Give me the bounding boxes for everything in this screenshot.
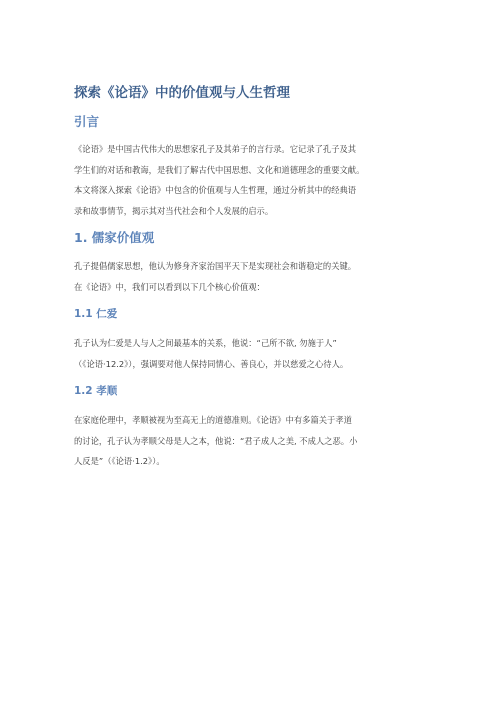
benevolence-paragraph xyxy=(74,333,434,374)
paragraph-line: 孔子认为仁爱是人与人之间最基本的关系，他说：“己所不欲, 勿施于人” xyxy=(74,338,337,348)
subsection-heading-benevolence: 1.1 仁爱 xyxy=(74,308,118,320)
paragraph-line: 孔子提倡儒家思想，他认为修身齐家治国平天下是实现社会和谐稳定的关键。 xyxy=(74,261,357,271)
confucian-paragraph xyxy=(74,256,434,297)
paragraph-line: 本文将深入探索《论语》中包含的价值观与人生哲理，通过分析其中的经典语 xyxy=(74,185,357,195)
document-content xyxy=(74,82,434,472)
paragraph-line: 《论语》是中国古代伟大的思想家孔子及其弟子的言行录。它记录了孔子及其 xyxy=(74,144,357,154)
paragraph-line: 录和故事情节，揭示其对当代社会和个人发展的启示。 xyxy=(74,205,274,216)
paragraph-line: 学生们的对话和教诲，是我们了解古代中国思想、文化和道德理念的重要文献。 xyxy=(74,164,365,175)
paragraph-line: 人反是”（《论语·1.2》）。 xyxy=(74,456,165,466)
section-heading-confucian-values: 1. 儒家价值观 xyxy=(74,230,155,245)
document-title: 探索《论语》中的价值观与人生哲理 xyxy=(74,85,290,101)
filial-paragraph xyxy=(74,410,434,472)
intro-paragraph xyxy=(74,139,434,221)
paragraph-line: 的讨论，孔子认为孝顺父母是人之本，他说：“君子成人之美, 不成人之恶。小 xyxy=(74,435,358,446)
section-heading-intro: 引言 xyxy=(74,114,100,129)
paragraph-line: （《论语·12.2》），强调要对他人保持同情心、善良心，并以慈爱之心待人。 xyxy=(74,358,349,369)
paragraph-line: 在家庭伦理中，孝顺被视为至高无上的道德准则。《论语》中有多篇关于孝道 xyxy=(74,415,352,425)
paragraph-line: 在《论语》中，我们可以看到以下几个核心价值观： xyxy=(74,281,265,292)
subsection-heading-filial-piety: 1.2 孝顺 xyxy=(74,385,118,397)
